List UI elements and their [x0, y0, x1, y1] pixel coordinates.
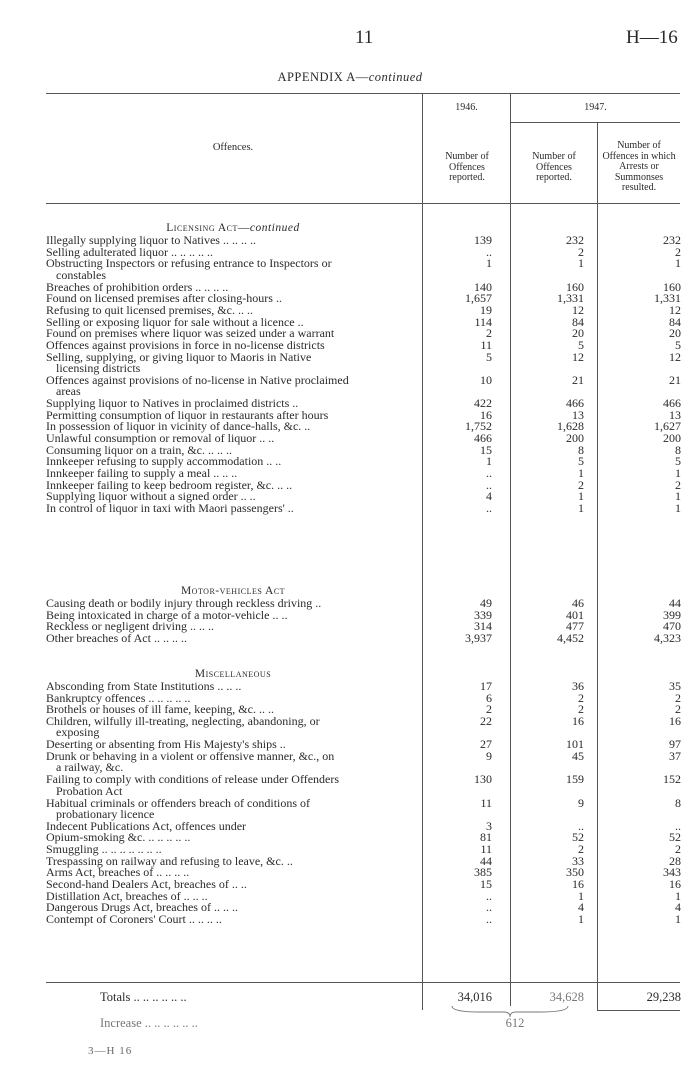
count-arrests: 1: [675, 888, 681, 903]
count-1946: 15: [480, 442, 492, 457]
count-arrests: 470: [663, 619, 681, 634]
count-1946: 4: [486, 489, 492, 504]
totals-arrests: 29,238: [646, 990, 681, 1004]
count-1947: 1,331: [557, 291, 584, 306]
count-arrests: 37: [669, 748, 681, 763]
offence-text: Selling or exposing liquor for sale without a licence ..: [46, 314, 304, 329]
count-1947: ..: [578, 818, 584, 833]
count-1946: 11: [480, 337, 492, 352]
count-1947: 101: [566, 737, 584, 752]
offence-text-continued: Probation Act: [56, 783, 123, 798]
header-bottom-rule: [46, 203, 680, 204]
offence-label: [46, 630, 420, 645]
count-arrests: 44: [669, 596, 681, 610]
count-1947: 20: [572, 326, 584, 341]
count-1946: 1,657: [465, 291, 492, 306]
count-arrests: 20: [669, 326, 681, 341]
count-1947: 13: [572, 407, 584, 422]
count-1947: 1: [578, 489, 584, 504]
offence-text: Brothels or houses of ill fame, keeping, &c. .. ..: [46, 702, 274, 717]
count-arrests: 160: [663, 279, 681, 294]
offence-text: Unlawful consumption or removal of liquor .. ..: [46, 431, 275, 446]
offence-label: [46, 914, 420, 926]
count-arrests: 466: [663, 396, 681, 411]
offence-text: Absconding from State Institutions .. .. ..: [46, 679, 242, 693]
count-arrests: 1: [675, 489, 681, 504]
count-1946: 16: [480, 407, 492, 422]
count-arrests: 2: [675, 702, 681, 717]
count-1946: 3: [486, 818, 492, 833]
count-1946: ..: [486, 244, 492, 259]
count-1947: 159: [566, 772, 584, 787]
offence-text: Selling adulterated liquor .. .. .. .. ..: [46, 244, 213, 259]
count-1946: 1: [486, 454, 492, 469]
count-1946: 385: [474, 865, 492, 880]
count-1947: 52: [572, 830, 584, 845]
offence-text: Found on premises where liquor was seized under a warrant: [46, 326, 335, 341]
offence-text: Smuggling .. .. .. .. .. .. ..: [46, 842, 162, 857]
offence-text-continued: exposing: [56, 725, 100, 740]
count-1947: 16: [572, 877, 584, 892]
count-1946: ..: [486, 900, 492, 915]
section-motor-heading: Motor-vehicles Act: [180, 585, 286, 597]
col-1947-arrests-header: Number of Offences in which Arrests or Summonses resulted.: [602, 140, 676, 193]
count-1947: 12: [572, 302, 584, 317]
count-1946: 9: [486, 748, 492, 763]
count-arrests: 1: [675, 256, 681, 271]
count-1947: 45: [572, 748, 584, 763]
offence-text: Refusing to quit licensed premises, &c. .. ..: [46, 302, 253, 317]
offence-label: [46, 349, 420, 375]
offence-text: Second-hand Dealers Act, breaches of .. ..: [46, 877, 247, 892]
count-1947: 2: [578, 244, 584, 259]
offence-text: Supplying liquor to Natives in proclaimed districts ..: [46, 396, 299, 411]
count-arrests: 399: [663, 607, 681, 622]
offence-text: Distillation Act, breaches of .. .. ..: [46, 888, 208, 903]
count-1946: 3,937: [465, 630, 492, 645]
offence-text: Reckless or negligent driving .. .. ..: [46, 619, 214, 634]
offence-text: Bankruptcy offences .. .. .. .. ..: [46, 690, 191, 705]
count-arrests: 12: [669, 302, 681, 317]
offence-text-continued: areas: [56, 384, 81, 399]
count-arrests: 1: [675, 466, 681, 480]
offence-label: [46, 372, 420, 399]
increase-label: Increase .. .. .. .. .. ..: [100, 1016, 198, 1030]
count-arrests: 28: [669, 853, 681, 868]
count-1947: 21: [572, 372, 584, 387]
count-1947: 160: [566, 279, 584, 294]
offence-label: [46, 774, 420, 797]
count-arrests: 12: [669, 349, 681, 364]
offence-label: [46, 795, 420, 821]
offences-column-header: Offences.: [212, 142, 254, 153]
offence-text: Children, wilfully ill-treating, neglecting, abandoning, or: [46, 713, 320, 728]
count-1947: 200: [566, 431, 584, 446]
offence-label: [46, 500, 420, 515]
offence-text: Illegally supplying liquor to Natives .. .. .. ..: [46, 233, 256, 247]
count-arrests: 97: [669, 737, 681, 752]
offence-text: Habitual criminals or offenders breach of conditions of: [46, 795, 311, 810]
count-1947: 477: [566, 619, 584, 634]
offence-text: Deserting or absenting from His Majesty's ships ..: [46, 737, 286, 752]
offence-text: Opium-smoking &c. .. .. .. .. ..: [46, 830, 191, 845]
count-1946: 139: [474, 233, 492, 247]
count-1946: 1: [486, 256, 492, 271]
year-1947-rule: [510, 122, 680, 123]
count-1946: 22: [480, 713, 492, 728]
count-1947: 5: [578, 337, 584, 352]
count-arrests: ..: [675, 818, 681, 833]
offence-text: Supplying liquor without a signed order .. ..: [46, 489, 256, 504]
offence-text: Arms Act, breaches of .. .. .. ..: [46, 865, 190, 880]
appendix-title: APPENDIX A—continued: [277, 70, 423, 84]
totals-top-rule: [46, 982, 680, 983]
count-1946: 130: [474, 772, 492, 787]
count-1947: 33: [572, 853, 584, 868]
column-divider-3: [597, 122, 598, 983]
count-1947: 1: [578, 888, 584, 903]
year-1946-header: 1946.: [455, 102, 478, 113]
offence-text: Drunk or behaving in a violent or offensive manner, &c., on: [46, 748, 335, 763]
count-1946: 10: [480, 372, 492, 387]
offence-text: Indecent Publications Act, offences under: [46, 818, 247, 833]
offence-text: In control of liquor in taxi with Maori passengers' ..: [46, 500, 294, 515]
count-1946: 11: [480, 842, 492, 857]
offence-label: [46, 258, 420, 281]
count-arrests: 4,323: [654, 630, 681, 645]
offence-label: [46, 748, 420, 775]
count-1947: 2: [578, 477, 584, 492]
count-1947: 4,452: [557, 630, 584, 645]
offence-text: Consuming liquor on a train, &c. .. .. ..: [46, 442, 232, 457]
offence-text: Selling, supplying, or giving liquor to Maoris in Native: [46, 349, 312, 364]
count-1946: 5: [486, 349, 492, 364]
count-1946: ..: [486, 500, 492, 515]
count-1947: 401: [566, 607, 584, 622]
offence-text: Causing death or bodily injury through reckless driving ..: [46, 596, 322, 610]
count-1947: 1,628: [557, 419, 584, 434]
count-1947: 12: [572, 349, 584, 364]
offence-text-continued: probationary licence: [56, 807, 155, 821]
offence-text: Contempt of Coroners' Court .. .. .. ..: [46, 912, 222, 926]
offence-text: In possession of liquor in vicinity of dance-halls, &c. ..: [46, 419, 311, 434]
section-misc-heading: Miscellaneous: [194, 668, 272, 680]
count-arrests: 8: [675, 442, 681, 457]
count-1946: 466: [474, 431, 492, 446]
col-1946-reported-header: Number of Offences reported.: [445, 151, 489, 183]
count-arrests: 200: [663, 431, 681, 446]
offence-text: Dangerous Drugs Act, breaches of .. .. ..: [46, 900, 238, 915]
count-arrests: 4: [675, 900, 681, 915]
offence-text-continued: licensing districts: [56, 361, 141, 375]
count-1946: 2: [486, 326, 492, 341]
table-top-rule: [46, 93, 680, 94]
count-1946: 11: [480, 795, 492, 810]
offence-text: Offences against provisions of no-license in Native proclaimed: [46, 372, 349, 387]
count-1947: 1: [578, 256, 584, 271]
count-arrests: 52: [669, 830, 681, 845]
count-1947: 2: [578, 842, 584, 857]
offence-text: Permitting consumption of liquor in restaurants after hours: [46, 407, 329, 422]
count-1947: 84: [572, 314, 584, 329]
offence-text: Obstructing Inspectors or refusing entrance to Inspectors or: [46, 256, 332, 271]
count-1946: 44: [480, 853, 492, 868]
appendix-title-continued: continued: [368, 70, 423, 84]
totals-divider-3: [597, 982, 598, 1010]
count-1947: 2: [578, 690, 584, 705]
offence-label: [46, 713, 420, 740]
count-1946: 2: [486, 702, 492, 717]
count-1946: ..: [486, 466, 492, 480]
page-number: 11: [355, 27, 374, 48]
offence-text: Found on licensed premises after closing-hours ..: [46, 291, 282, 306]
offence-text: Innkeeper failing to keep bedroom register, &c. .. ..: [46, 477, 293, 492]
count-arrests: 2: [675, 477, 681, 492]
count-1946: 81: [480, 830, 492, 845]
count-1947: 466: [566, 396, 584, 411]
count-arrests: 21: [669, 372, 681, 387]
count-1946: 49: [480, 596, 492, 610]
count-arrests: 232: [663, 233, 681, 247]
count-1947: 5: [578, 454, 584, 469]
count-1947: 350: [566, 865, 584, 880]
count-arrests: 1: [675, 500, 681, 515]
offence-text: Trespassing on railway and refusing to leave, &c. ..: [46, 853, 293, 868]
offence-text: Innkeeper failing to supply a meal .. .. ..: [46, 466, 238, 480]
count-1946: 27: [480, 737, 492, 752]
offence-text-continued: constables: [56, 267, 106, 282]
count-1947: 46: [572, 596, 584, 610]
count-arrests: 2: [675, 690, 681, 705]
offence-text: Breaches of prohibition orders .. .. .. ..: [46, 279, 229, 294]
count-arrests: 2: [675, 244, 681, 259]
count-1946: 422: [474, 396, 492, 411]
year-1947-header: 1947.: [584, 102, 607, 113]
count-arrests: 35: [669, 679, 681, 693]
totals-1947: 34,628: [549, 990, 584, 1004]
count-1947: 232: [566, 233, 584, 247]
totals-label: Totals .. .. .. .. .. ..: [100, 990, 187, 1004]
offence-text-continued: a railway, &c.: [56, 760, 124, 775]
count-1947: 2: [578, 702, 584, 717]
count-1947: 36: [572, 679, 584, 693]
count-1946: 19: [480, 302, 492, 317]
page-code: H—16: [626, 27, 678, 48]
count-1947: 8: [578, 442, 584, 457]
count-1946: 1,752: [465, 419, 492, 434]
section-licensing-heading: Licensing Act—continued: [166, 222, 300, 234]
count-1947: 9: [578, 795, 584, 810]
count-1947: 4: [578, 900, 584, 915]
offence-text: Failing to comply with conditions of release under Offenders: [46, 772, 340, 787]
count-1947: 1: [578, 912, 584, 926]
count-arrests: 8: [675, 795, 681, 810]
count-arrests: 16: [669, 713, 681, 728]
count-1946: 339: [474, 607, 492, 622]
count-arrests: 5: [675, 454, 681, 469]
footer-signature: 3—H 16: [88, 1045, 133, 1057]
count-arrests: 2: [675, 842, 681, 857]
totals-1946: 34,016: [457, 990, 492, 1004]
count-arrests: 152: [663, 772, 681, 787]
count-1947: 1: [578, 500, 584, 515]
count-1947: 1: [578, 466, 584, 480]
count-1946: ..: [486, 888, 492, 903]
count-arrests: 16: [669, 877, 681, 892]
count-arrests: 5: [675, 337, 681, 352]
offence-text: Other breaches of Act .. .. .. ..: [46, 630, 187, 645]
count-1946: 6: [486, 690, 492, 705]
section-continued: continued: [249, 222, 300, 234]
count-arrests: 84: [669, 314, 681, 329]
count-1946: ..: [486, 477, 492, 492]
increase-value: 612: [505, 1016, 525, 1030]
count-arrests: 1: [675, 912, 681, 926]
col-1947-reported-header: Number of Offences reported.: [532, 151, 576, 183]
count-1946: 114: [474, 314, 492, 329]
offence-text: Innkeeper refusing to supply accommodation .. ..: [46, 454, 282, 469]
count-1946: ..: [486, 912, 492, 926]
count-1947: 16: [572, 713, 584, 728]
count-1946: 17: [480, 679, 492, 693]
count-arrests: 343: [663, 865, 681, 880]
count-1946: 140: [474, 279, 492, 294]
offence-text: Being intoxicated in charge of a motor-vehicle .. ..: [46, 607, 288, 622]
count-1946: 15: [480, 877, 492, 892]
offence-text: Offences against provisions in force in no-license districts: [46, 337, 325, 352]
count-1946: 314: [474, 619, 492, 634]
count-arrests: 1,627: [654, 419, 681, 434]
count-arrests: 1,331: [654, 291, 681, 306]
totals-bottom-rule: [597, 1010, 680, 1011]
count-arrests: 13: [669, 407, 681, 422]
